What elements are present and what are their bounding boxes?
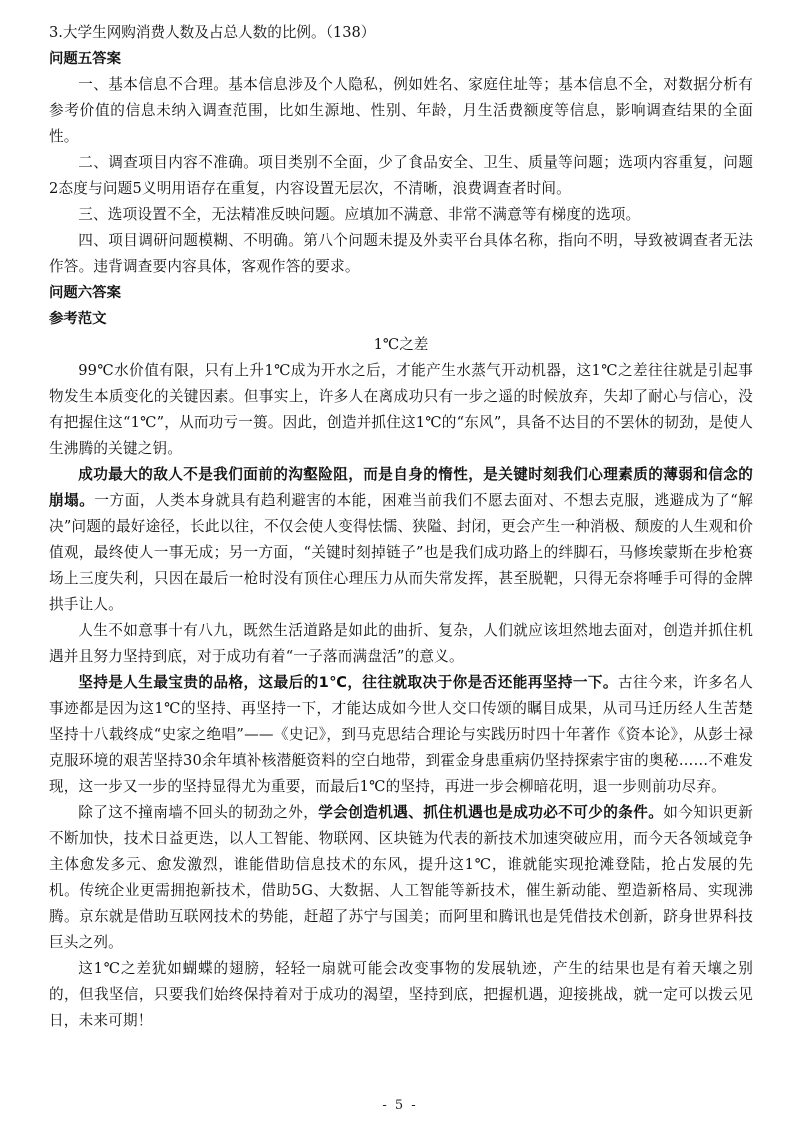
essay-paragraph-6: 这1℃之差犹如蝴蝶的翅膀，轻轻一扇就可能会改变事物的发展轨迹，产生的结果也是有着天壤之别的，但我坚信，只要我们始终保持着对于成功的渴望，坚持到底，把握机遇，迎接挑战，就一定可以拨云见日，未来可期！: [49, 960, 753, 1029]
essay-paragraph-4-thesis: 坚持是人生最宝贵的品格，这最后的1℃，往往就取决于你是否还能再坚持一下。: [78, 674, 618, 691]
page-number: - 5 -: [382, 1098, 418, 1113]
document-page: [49, 20, 753, 1034]
essay-paragraph-5-lead: 除了这不撞南墙不回头的韧劲之外，: [78, 804, 319, 821]
essay-paragraph-5: [49, 800, 753, 956]
q6-heading: 问题六答案: [49, 285, 121, 301]
essay-paragraph-4: [49, 670, 753, 800]
essay-paragraph-1: 99℃水价值有限，只有上升1℃成为开水之后，才能产生水蒸气开动机器，这1℃之差往往就是引起事物发生本质变化的关键因素。但事实上，许多人在离成功只有一步之遥的时候放弃，失却了耐心与信心，没有把握住这“1℃”，从而功亏一篑。因此，创造并抓住这1℃的“东风”，具备不达目的不罢休的韧劲，是使人生沸腾的关键之钥。: [49, 362, 754, 457]
q5-paragraph-1: 一、基本信息不合理。基本信息涉及个人隐私，例如姓名、家庭住址等；基本信息不全，对数据分析有参考价值的信息未纳入调查范围，比如生源地、性别、年龄，月生活费额度等信息，影响调查结果的全面性。: [49, 76, 753, 145]
essay-paragraph-2: [49, 462, 753, 618]
q6-subheading: 参考范文: [49, 311, 107, 327]
essay-paragraph-5-body: 如今知识更新不断加快，技术日益更迭，以人工智能、物联网、区块链为代表的新技术加速突破应用，而今天各领域竞争主体愈发多元、愈发激烈，谁能借助信息技术的东风，提升这1℃，谁就能实现抢滩登陆，抢占发展的先机。传统企业更需拥抱新技术，借助5G、大数据、人工智能等新技术，催生新动能、塑造新格局、实现沸腾。京东就是借助互联网技术的势能，赶超了苏宁与国美；而阿里和腾讯也是凭借技术创新，跻身世界科技巨头之列。: [49, 804, 754, 951]
q5-paragraph-2: 二、调查项目内容不准确。项目类别不全面，少了食品安全、卫生、质量等问题；选项内容重复，问题2态度与问题5义明用语存在重复，内容设置无层次，不清晰，浪费调查者时间。: [49, 154, 753, 197]
intro-line: 3.大学生网购消费人数及占总人数的比例。（138）: [49, 24, 376, 41]
essay-paragraph-5-thesis: 学会创造机遇、抓住机遇也是成功必不可少的条件。: [318, 804, 664, 821]
q5-paragraph-4: 四、项目调研问题模糊、不明确。第八个问题未提及外卖平台具体名称，指向不明，导致被调查者无法作答。违背调查要内容具体，客观作答的要求。: [49, 232, 753, 275]
q5-heading: 问题五答案: [49, 51, 121, 67]
essay-paragraph-2-body: 一方面，人类本身就具有趋利避害的本能，困难当前我们不愿去面对、不想去克服，逃避成为了“解决”问题的最好途径，长此以往，不仅会使人变得怯懦、狭隘、封闭，更会产生一种消极、颓废的人生观和价值观，最终使人一事无成；另一方面，“关键时刻掉链子”也是我们成功路上的绊脚石，马修埃蒙斯在步枪赛场上三度失利，只因在最后一枪时没有顶住心理压力从而失常发挥，甚至脱靶，只得无奈将唾手可得的金牌拱手让人。: [49, 492, 753, 613]
q5-paragraph-3: 三、选项设置不全，无法精准反映问题。应填加不满意、非常不满意等有梯度的选项。: [78, 206, 641, 223]
essay-paragraph-2-thesis: 成功最大的敌人不是我们面前的沟壑险阻，而是自身的惰性，是关键时刻我们心理素质的薄弱和信念的崩塌。: [49, 466, 753, 509]
essay-paragraph-3: 人生不如意事十有八九，既然生活道路是如此的曲折、复杂，人们就应该坦然地去面对，创造并抓住机遇并且努力坚持到底，对于成功有着“一子落而满盘活”的意义。: [49, 622, 753, 665]
essay-paragraph-4-body: 古往今来，许多名人事迹都是因为这1℃的坚持、再坚持一下，才能达成如今世人交口传颂的瞩目成果，从司马迁历经人生苦楚坚持十八载终成“史家之绝唱”——《史记》，到马克思结合理论与实践历时四十年著作《资本论》，从彭士禄克服环境的艰苦坚持30余年填补核潜艇资料的空白地带，到霍金身患重病仍坚持探索宇宙的奥秘……不难发现，这一步又一步的坚持显得尤为重要，而最后1℃的坚持，再进一步会柳暗花明，退一步则前功尽弃。: [49, 674, 753, 795]
essay-title: 1℃之差: [373, 336, 429, 353]
